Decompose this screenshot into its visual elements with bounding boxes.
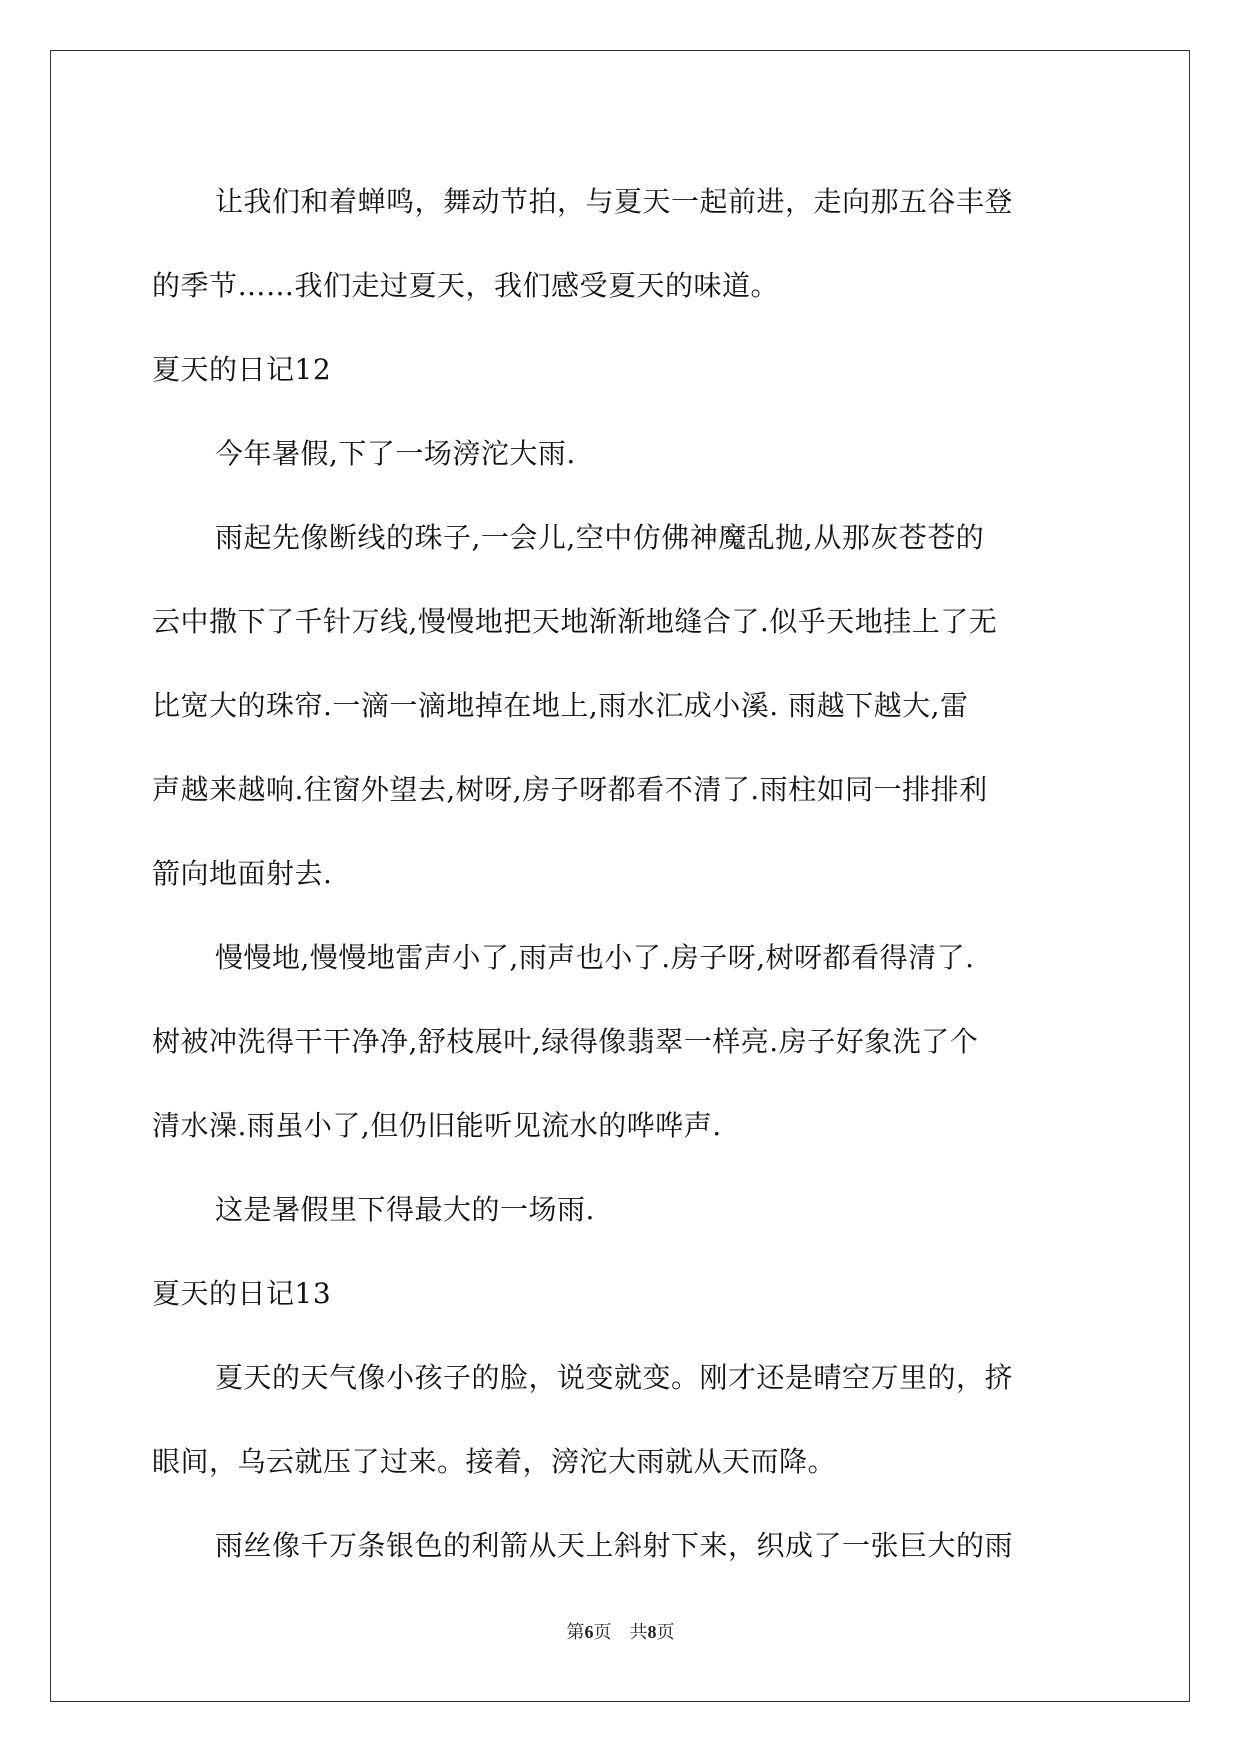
paragraph-line: 箭向地面射去. xyxy=(152,857,333,890)
paragraph-line: 今年暑假,下了一场滂沱大雨. xyxy=(215,437,576,470)
paragraph-line: 的季节……我们走过夏天，我们感受夏天的味道。 xyxy=(152,269,780,302)
total-page-count: 8 xyxy=(647,1622,657,1642)
paragraph-line: 声越来越响.往窗外望去,树呀,房子呀都看不清了.雨柱如同一排排利 xyxy=(152,773,988,806)
paragraph-line: 云中撒下了千针万线,慢慢地把天地渐渐地缝合了.似乎天地挂上了无 xyxy=(152,605,998,638)
paragraph-line: 这是暑假里下得最大的一场雨. xyxy=(215,1193,595,1226)
paragraph-line: 雨起先像断线的珠子,一会儿,空中仿佛神魔乱抛,从那灰苍苍的 xyxy=(215,521,985,554)
paragraph-line: 夏天的天气像小孩子的脸，说变就变。刚才还是晴空万里的，挤 xyxy=(215,1361,1014,1394)
current-page-number: 6 xyxy=(584,1622,594,1642)
page-number-footer xyxy=(0,1618,1241,1644)
footer-middle: 页 共 xyxy=(593,1622,648,1643)
paragraph-line: 眼间，乌云就压了过来。接着，滂沱大雨就从天而降。 xyxy=(152,1445,837,1478)
paragraph-line: 慢慢地,慢慢地雷声小了,雨声也小了.房子呀,树呀都看得清了. xyxy=(215,941,975,974)
document-body xyxy=(152,160,1088,1588)
footer-suffix: 页 xyxy=(656,1622,675,1643)
footer-prefix: 第 xyxy=(566,1622,585,1643)
paragraph-line: 比宽大的珠帘.一滴一滴地掉在地上,雨水汇成小溪. 雨越下越大,雷 xyxy=(152,689,969,722)
section-heading: 夏天的日记12 xyxy=(152,353,332,386)
paragraph-line: 让我们和着蝉鸣，舞动节拍，与夏天一起前进，走向那五谷丰登 xyxy=(215,185,1014,218)
paragraph-line: 树被冲洗得干干净净,舒枝展叶,绿得像翡翠一样亮.房子好象洗了个 xyxy=(152,1025,979,1058)
section-heading: 夏天的日记13 xyxy=(152,1277,332,1310)
paragraph-line: 雨丝像千万条银色的利箭从天上斜射下来，织成了一张巨大的雨 xyxy=(215,1529,1014,1562)
paragraph-line: 清水澡.雨虽小了,但仍旧能听见流水的哗哗声. xyxy=(152,1109,722,1142)
